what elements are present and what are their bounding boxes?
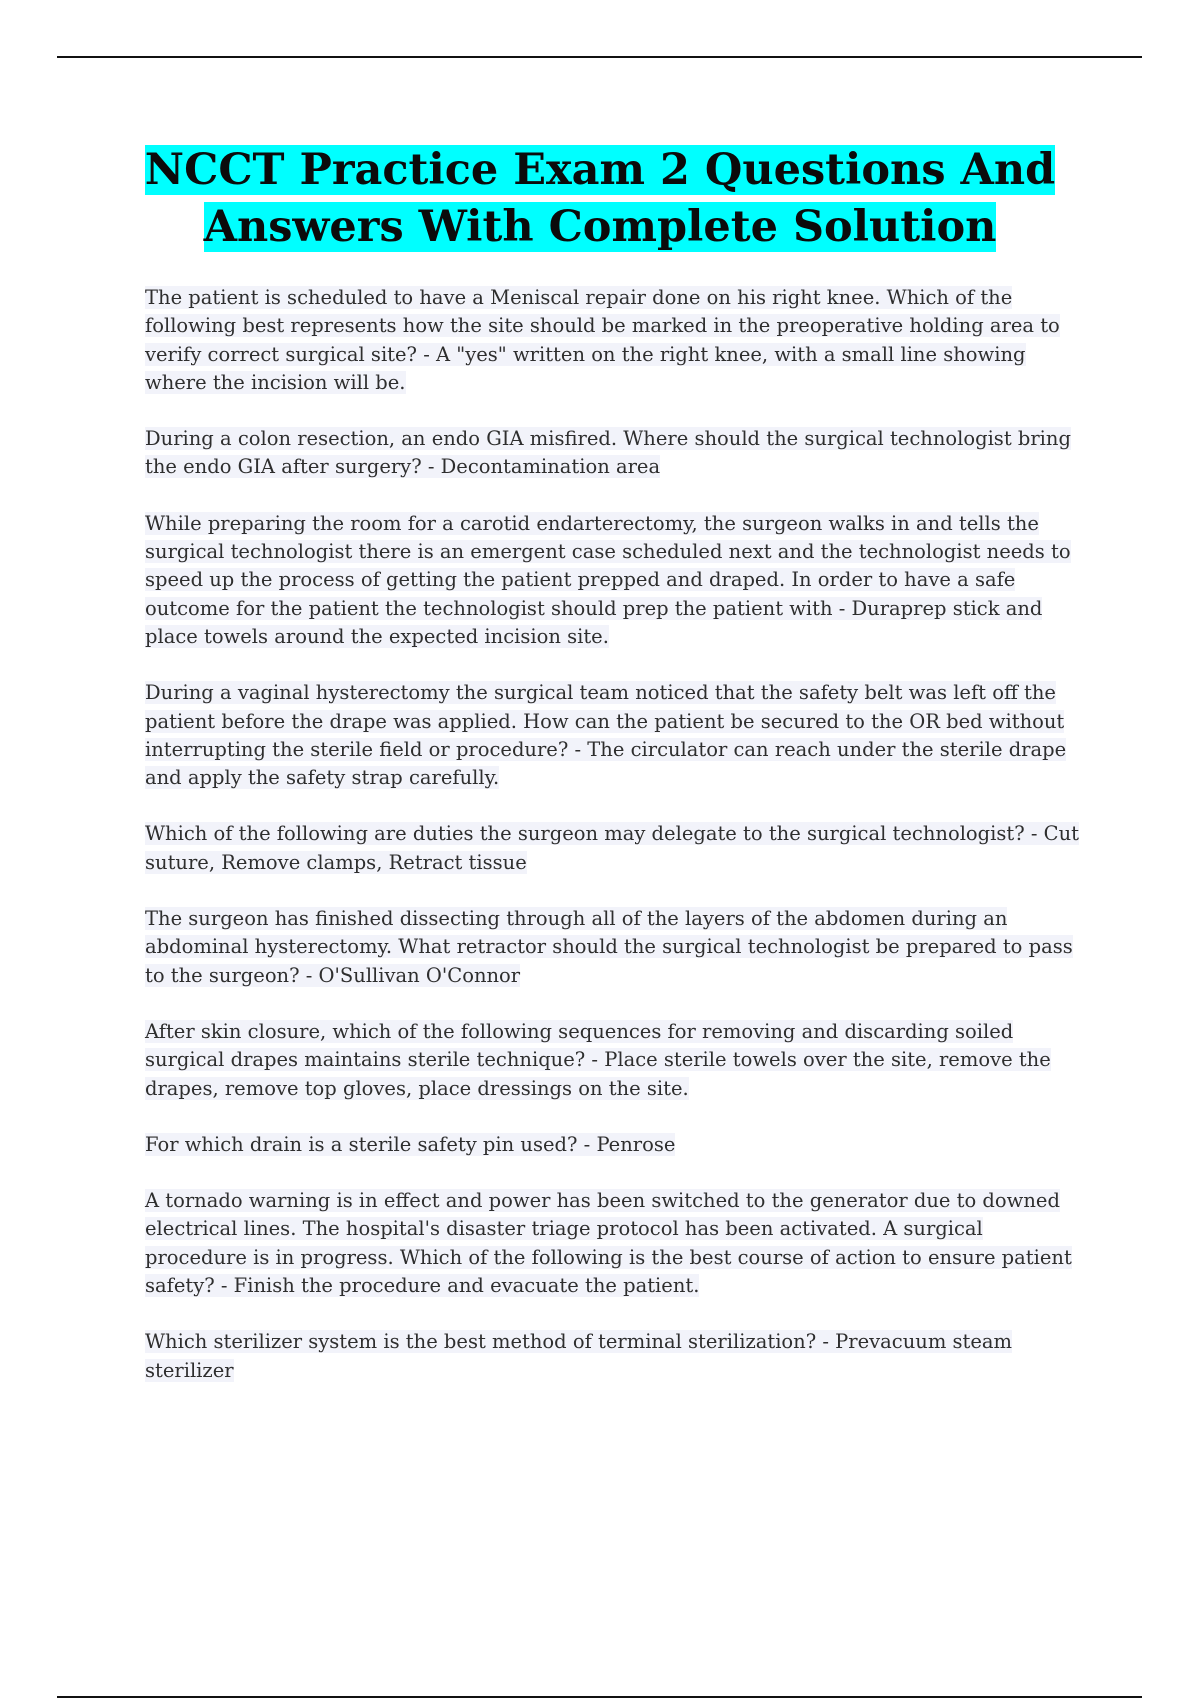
- qa-item: [145, 510, 1085, 651]
- top-rule: [57, 56, 1142, 58]
- qa-text: During a vaginal hysterectomy the surgical team noticed that the safety belt was left off the patient before the drape was applied. How can the patient be secured to the OR bed without interrupting the sterile field or procedure? - The circulator can reach under the sterile drape and apply the safety strap carefully.: [145, 681, 1067, 790]
- qa-text: For which drain is a sterile safety pin used? - Penrose: [145, 1132, 676, 1156]
- qa-item: [145, 820, 1085, 877]
- qa-item: [145, 425, 1085, 482]
- document-title: NCCT Practice Exam 2 Questions And Answers With Complete Solution: [144, 145, 1056, 252]
- qa-list: [145, 284, 1085, 1413]
- qa-text: While preparing the room for a carotid endarterectomy, the surgeon walks in and tells the surgical technologist there is an emergent case scheduled next and the technologist needs to speed up the process of getting the patient prepped and draped. In order to have a safe outcome for the patient the technologist should prep the patient with - Duraprep stick and place towels around the expected incision site.: [145, 511, 1071, 648]
- qa-text: A tornado warning is in effect and power has been switched to the generator due to downed electrical lines. The hospital's disaster triage protocol has been activated. A surgical procedure is in progress. Which of the following is the best course of action to ensure patient safety? - Finish the procedure and evacuate the patient.: [145, 1189, 1072, 1298]
- qa-text: Which of the following are duties the surgeon may delegate to the surgical technologist? - Cut suture, Remove clamps, Retract tissue: [145, 822, 1079, 874]
- qa-text: After skin closure, which of the following sequences for removing and discarding soiled surgical drapes maintains sterile technique? - Place sterile towels over the site, remove the drapes, remove top gloves, place dressings on the site.: [145, 1019, 1051, 1100]
- qa-item: [145, 284, 1085, 397]
- qa-text: Which sterilizer system is the best method of terminal sterilization? - Prevacuum steam sterilizer: [145, 1330, 1013, 1382]
- qa-item: [145, 1187, 1085, 1300]
- title-block: [60, 142, 1140, 256]
- qa-item: [145, 679, 1085, 792]
- qa-item: [145, 1018, 1085, 1103]
- qa-text: The surgeon has finished dissecting through all of the layers of the abdomen during an abdominal hysterectomy. What retractor should the surgical technologist be prepared to pass to the surgeon? - O'Sullivan O'Connor: [145, 907, 1073, 987]
- qa-item: [145, 905, 1085, 990]
- qa-item: [145, 1328, 1085, 1385]
- qa-item: [145, 1131, 1085, 1159]
- qa-text: The patient is scheduled to have a Meniscal repair done on his right knee. Which of the following best represents how the site should be marked in the preoperative holding area to verify correct surgical site? - A "yes" written on the right knee, with a small line showing where the incision will be.: [145, 286, 1060, 394]
- qa-text: During a colon resection, an endo GIA misfired. Where should the surgical technologist bring the endo GIA after surgery? - Decontamination area: [145, 427, 1071, 479]
- bottom-rule: [57, 1696, 1142, 1698]
